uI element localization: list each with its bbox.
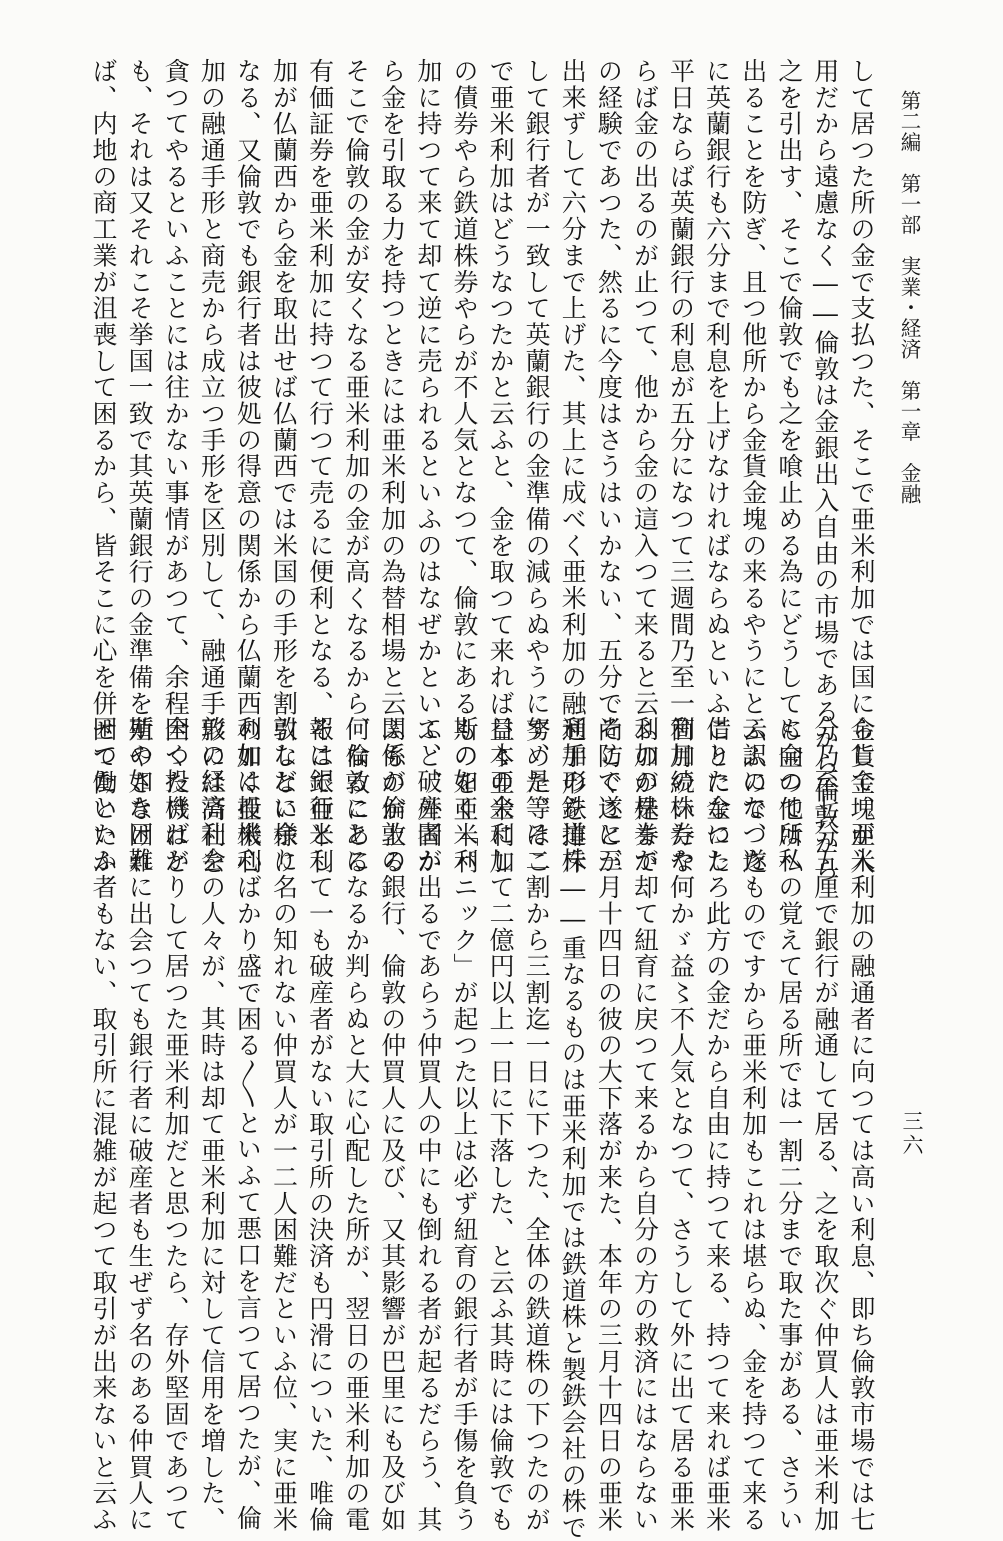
text-column: に英蘭銀行も六分まで利息を上げなければならぬといふことになつた	[702, 58, 732, 875]
text-column: 用だから遠慮なく――倫敦は金銀出入自由の市場であるから倫敦から	[810, 58, 840, 883]
text-column: して居つた所の金で支払つた、そこで亜米利加では国に金貨金塊が入	[847, 58, 876, 875]
text-column: 関係が倫敦の銀行、倫敦の仲買人に及び、又其影響が巴里にも及び如	[377, 716, 407, 1533]
text-column: 之を引出す、そこで倫敦でも之を喰止める為にどうしても金の他所へ	[774, 58, 804, 875]
text-column: 困つたといふ者もない、取引所に混雑が起つて取引が出来ないと云ふ	[89, 716, 119, 1533]
text-column: 借りた金にしろ此方の金だから自由に持つて来る、持つて来れば亜米	[702, 716, 732, 1533]
text-column: の経験であつた、然るに今度はさうはいかない、五分で尚防ぐことが	[594, 58, 624, 875]
text-column: ら金を引取る力を持つときには亜米利加の為替相場と云ふものが上る	[377, 58, 407, 875]
text-column: 加が仏蘭西から金を取出せば仏蘭西では米国の手形を割引しない様に	[269, 58, 299, 875]
text-column: 全く投機ばかりして居つた亜米利加だと思つたら、存外堅固であつて	[161, 716, 191, 1533]
text-column: ふ訳になつたものですから亜米利加もこれは堪らぬ、金を持つて来る	[738, 716, 768, 1533]
text-column: そこで倫敦の金が安くなる亜米利加の金が高くなるから、倫敦にある	[341, 58, 371, 875]
text-column: 出来ずして六分まで上げた、其上に成べく亜米利加の融通手形を排斥	[558, 58, 588, 875]
text-column: 加に持つて来て却て逆に売られるといふのはなぜかといふと、外国か	[413, 58, 443, 875]
text-column: ば、内地の商工業が沮喪して困るから、皆そこに心を併せて働いたか	[89, 58, 119, 875]
text-column: 利加は投機心ばかり盛で困る〳〵といふて悪口を言つて居つたが、倫	[233, 716, 263, 1532]
text-column: 日本の金にして二億円以上一日に下落した、と云ふ其時には倫敦でも	[486, 716, 516, 1533]
text-column: 有価証券を亜米利加に持つて行つて売るに便利となる、そこで亜米利	[305, 58, 335, 875]
text-column: 何なることになるか判らぬと大に心配した所が、翌日の亜米利加の電	[341, 716, 371, 1533]
text-column: も、それは又それこそ挙国一致で其英蘭銀行の金準備を殖やさなけれ	[125, 58, 155, 875]
page-number: 三六	[900, 1110, 924, 1158]
upper-text-block	[85, 58, 879, 883]
text-column: で亜米利加はどうなつたかと云ふと、金を取つて来れば益〻亜米利加	[486, 58, 516, 875]
text-column: 利加の株券が却て紐育に戻つて来るから自分の方の救済にはならない	[630, 716, 660, 1533]
text-column: 敦の経済社会の人々が、其時は却て亜米利加に対して信用を増した、	[197, 716, 227, 1533]
text-column: て、破産者が出るであらう仲買人の中にも倒れる者が起るだらう、其	[413, 716, 443, 1533]
text-column: に向つては私の覚えて居る所では一割二分まで取た事がある、さうい	[774, 716, 804, 1533]
text-column: らして、亜米利加の融通者に向つては高い利息、即ち倫敦市場では七	[847, 716, 876, 1533]
text-column: 斯の如き困難に出会つても銀行者に破産者も生ぜず名のある仲買人に	[125, 716, 155, 1533]
text-column: す、是等は二割から三割迄一日に下つた、全体の鉄道株の下つたのが	[522, 716, 552, 1533]
text-column: して銀行者が一致して英蘭銀行の金準備の減らぬやうに努めた、そこ	[522, 58, 552, 875]
text-column: 加の融通手形と商売から成立つ手形を区別して、融通手形には高利を	[197, 58, 227, 875]
text-column: なる、又倫敦でも銀行者は彼処の得意の関係から仏蘭西の如く亜米利	[233, 58, 263, 875]
text-column: の債券やら鉄道株券やらが不人気となつて、倫敦にあるものを亜米利	[449, 58, 479, 875]
text-column: 利加の鉄道株――重なるものは亜米利加では鉄道株と製鉄会社の株で	[558, 716, 588, 1541]
text-column: らば金の出るのが止つて、他から金の這入つて来ると云ふのが是まで	[630, 58, 660, 875]
lower-text-block	[85, 716, 879, 1541]
text-column: 分乃至七分五厘で銀行が融通して居る、之を取次ぐ仲買人は亜米利加	[810, 716, 840, 1533]
running-header: 第二編 第一部 実業・経済 第一章 金融	[897, 90, 921, 504]
text-column: 利加の株券や何かゞ益〻不人気となつて、さうして外に出て居る亜米	[666, 716, 696, 1533]
text-column: 平日ならば英蘭銀行の利息が五分になつて三週間乃至一箇月続いたな	[666, 58, 696, 875]
text-column: 敦などに余り名の知れない仲買人が一二人困難だといふ位、実に亜米	[269, 716, 299, 1533]
text-column: そこで遂に三月十四日の彼の大下落が来た、本年の三月十四日の亜米	[594, 716, 624, 1533]
text-column: 報は銀行として一も破産者がない取引所の決済も円滑についた、唯倫	[305, 716, 335, 1533]
text-column: 出ることを防ぎ、且つ他所から金貨金塊の来るやうにと云ふので、遂	[738, 58, 768, 875]
text-column: 貪つてやるといふことには往かない事情があつて、余程困つたけれど	[161, 58, 191, 875]
text-column: 斯の如く「パニック」が起つた以上は必ず紐育の銀行者が手傷を負う	[449, 716, 479, 1533]
